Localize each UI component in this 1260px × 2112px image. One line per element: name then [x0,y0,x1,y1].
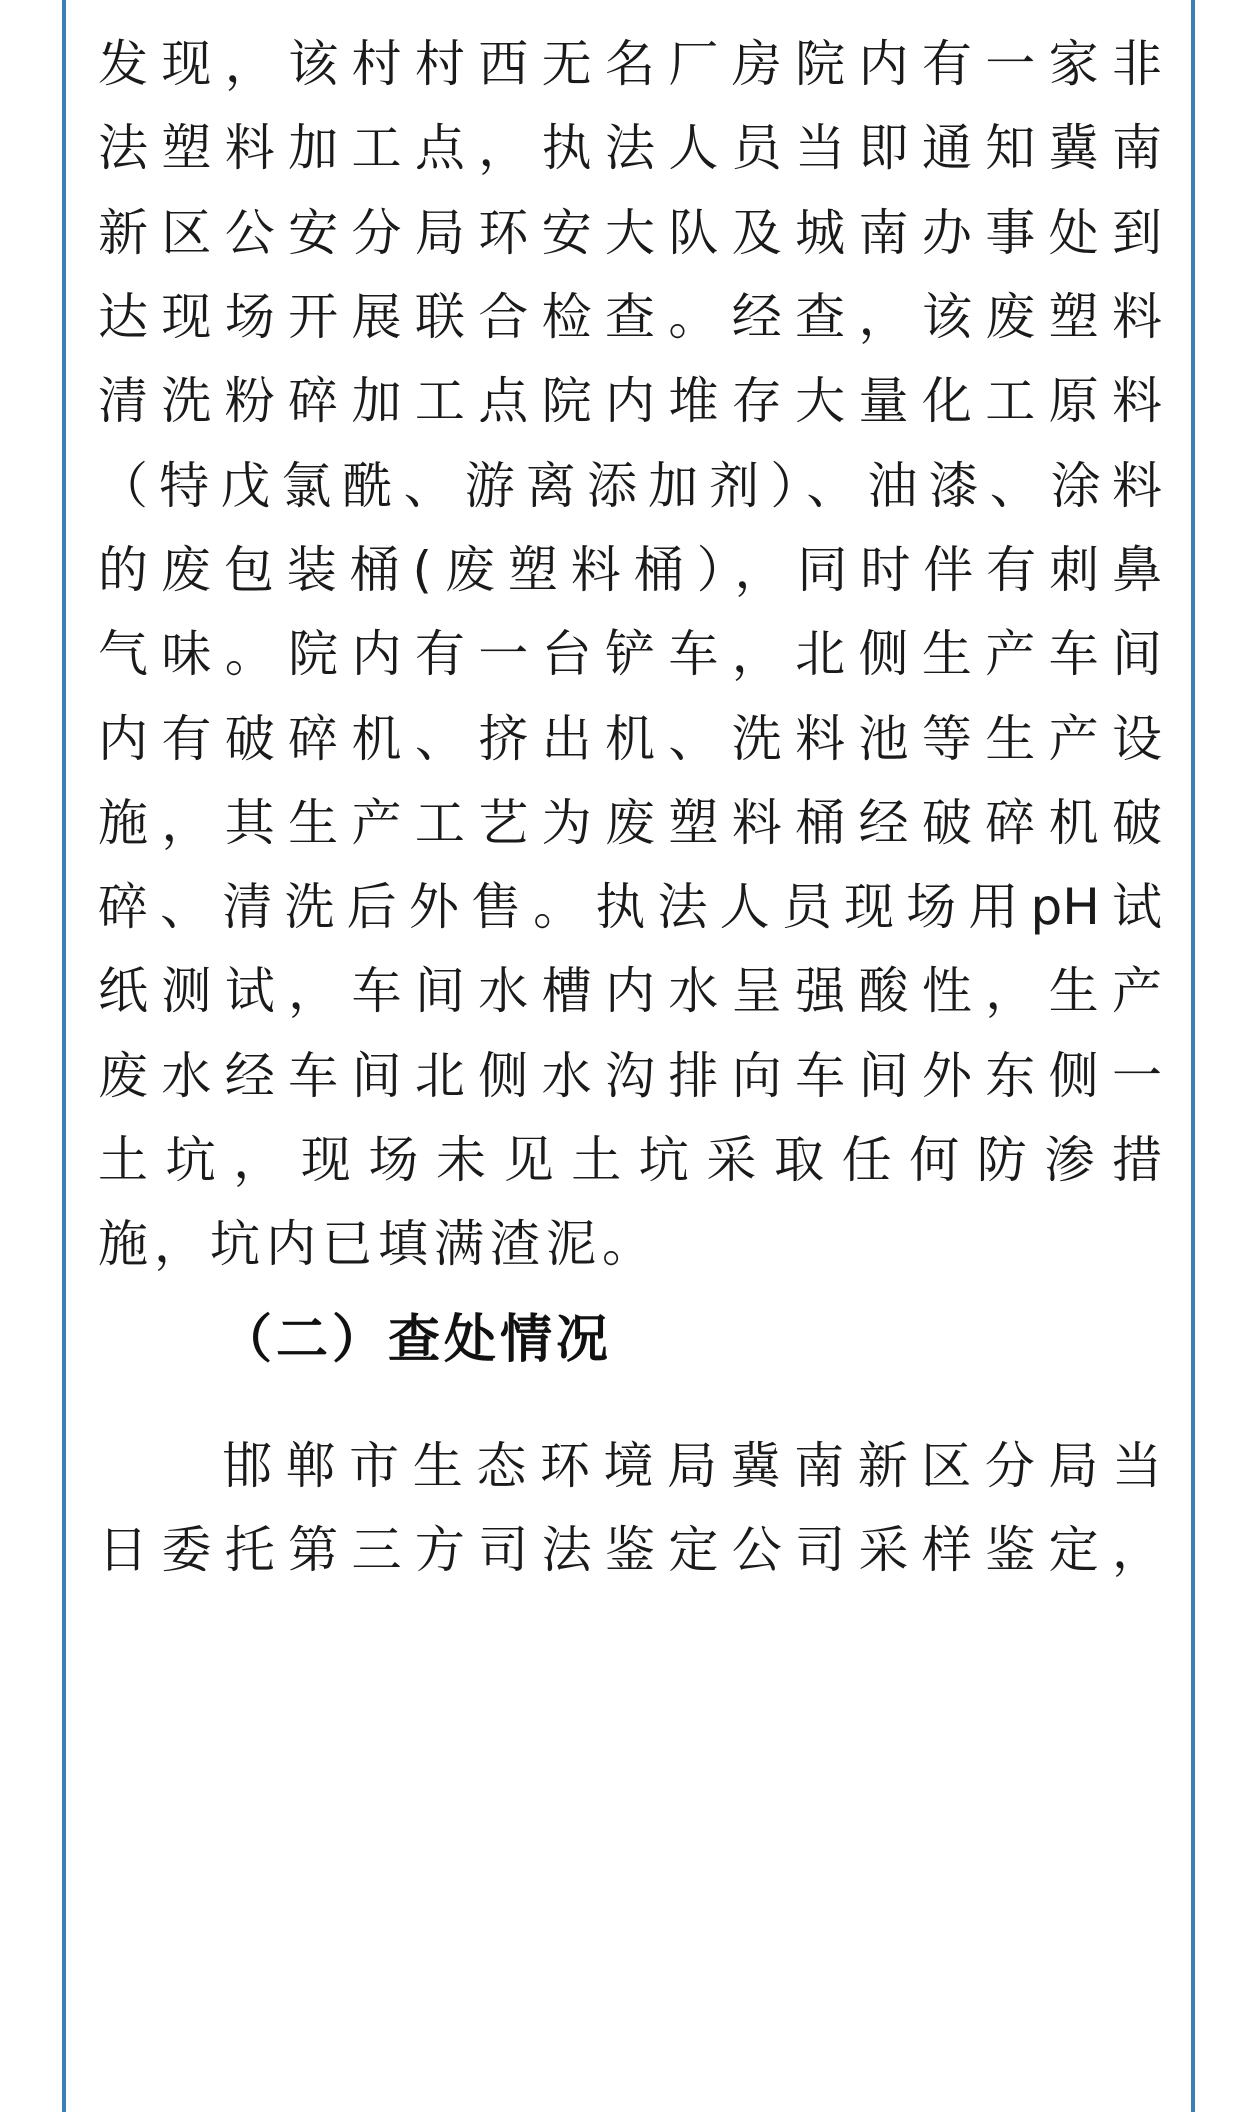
paragraph-line: 的废包装桶(废塑料桶），同时伴有刺鼻 [98,541,1162,599]
paragraph-line: 清洗粉碎加工点院内堆存大量化工原料 [98,372,1162,430]
paragraph-line: 达现场开展联合检查。经查，该废塑料 [98,288,1162,346]
paragraph-line: 碎、清洗后外售。执法人员现场用pH试 [98,878,1162,936]
paragraph-line: 土坑，现场未见土坑采取任何防渗措 [98,1131,1162,1189]
paragraph-line: 气味。院内有一台铲车，北侧生产车间 [98,625,1162,683]
paragraph-line: 内有破碎机、挤出机、洗料池等生产设 [98,710,1162,768]
paragraph-line: 纸测试，车间水槽内水呈强酸性，生产 [98,962,1162,1020]
paragraph-line: 邯郸市生态环境局冀南新区分局当 [222,1437,1162,1495]
section-heading: （二）查处情况 [220,1310,613,1370]
paragraph-line: 施，其生产工艺为废塑料桶经破碎机破 [98,794,1162,852]
paragraph-line: 施，坑内已填满渣泥。 [98,1215,658,1273]
paragraph-line: 新区公安分局环安大队及城南办事处到 [98,204,1162,262]
paragraph-line: 法塑料加工点，执法人员当即通知冀南 [98,119,1162,177]
paragraph-line: （特戊氯酰、游离添加剂）、油漆、涂料 [98,457,1162,515]
paragraph-line: 废水经车间北侧水沟排向车间外东侧一 [98,1047,1162,1105]
paragraph-line: 发现，该村村西无名厂房院内有一家非 [98,35,1162,93]
paragraph-line: 日委托第三方司法鉴定公司采样鉴定， [98,1521,1162,1579]
